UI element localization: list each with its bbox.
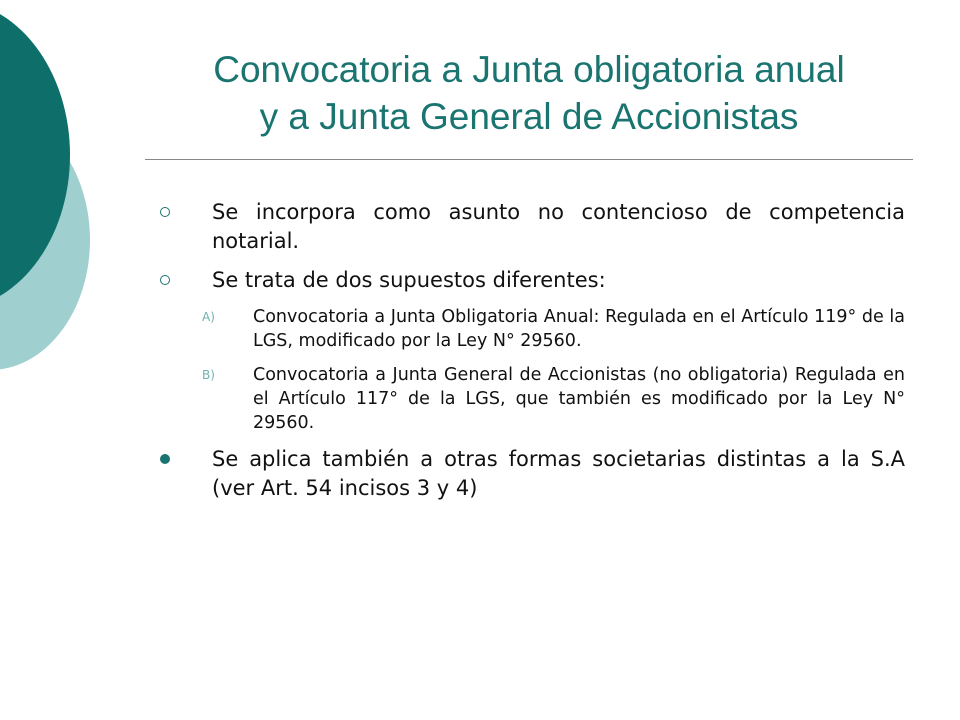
sub-item-text-a: Convocatoria a Junta Obligatoria Anual: Regulada en el Artículo 119° de la LGS, modificado por la Ley N° 29560. [253, 307, 905, 351]
title-line-2: y a Junta General de Accionistas [259, 96, 799, 137]
sub-item-label-b: B) [202, 368, 215, 382]
slide-title [145, 46, 913, 140]
solid-bullet-icon [160, 454, 170, 464]
sub-item-text-b: Convocatoria a Junta General de Accionistas (no obligatoria) Regulada en el Artículo 117° de la LGS, que también es modificado por la Ley N° 29560. [253, 365, 905, 433]
title-line-1: Convocatoria a Junta obligatoria anual [213, 49, 845, 90]
title-divider [145, 159, 913, 160]
bullet-item-1 [160, 198, 905, 256]
bullet-text-2: Se trata de dos supuestos diferentes: [212, 268, 606, 292]
bullet-item-3 [160, 445, 905, 503]
sub-item-a [160, 305, 905, 353]
decorative-circles [0, 0, 120, 400]
slide-body [160, 198, 905, 513]
ring-bullet-icon [160, 207, 170, 217]
bullet-item-2 [160, 266, 905, 295]
bullet-text-1: Se incorpora como asunto no contencioso de competencia notarial. [212, 200, 905, 253]
sub-item-label-a: A) [202, 310, 215, 324]
bullet-text-3: Se aplica también a otras formas societarias distintas a la S.A (ver Art. 54 incisos 3 y 4) [212, 447, 905, 500]
sub-item-b [160, 363, 905, 435]
ring-bullet-icon [160, 275, 170, 285]
